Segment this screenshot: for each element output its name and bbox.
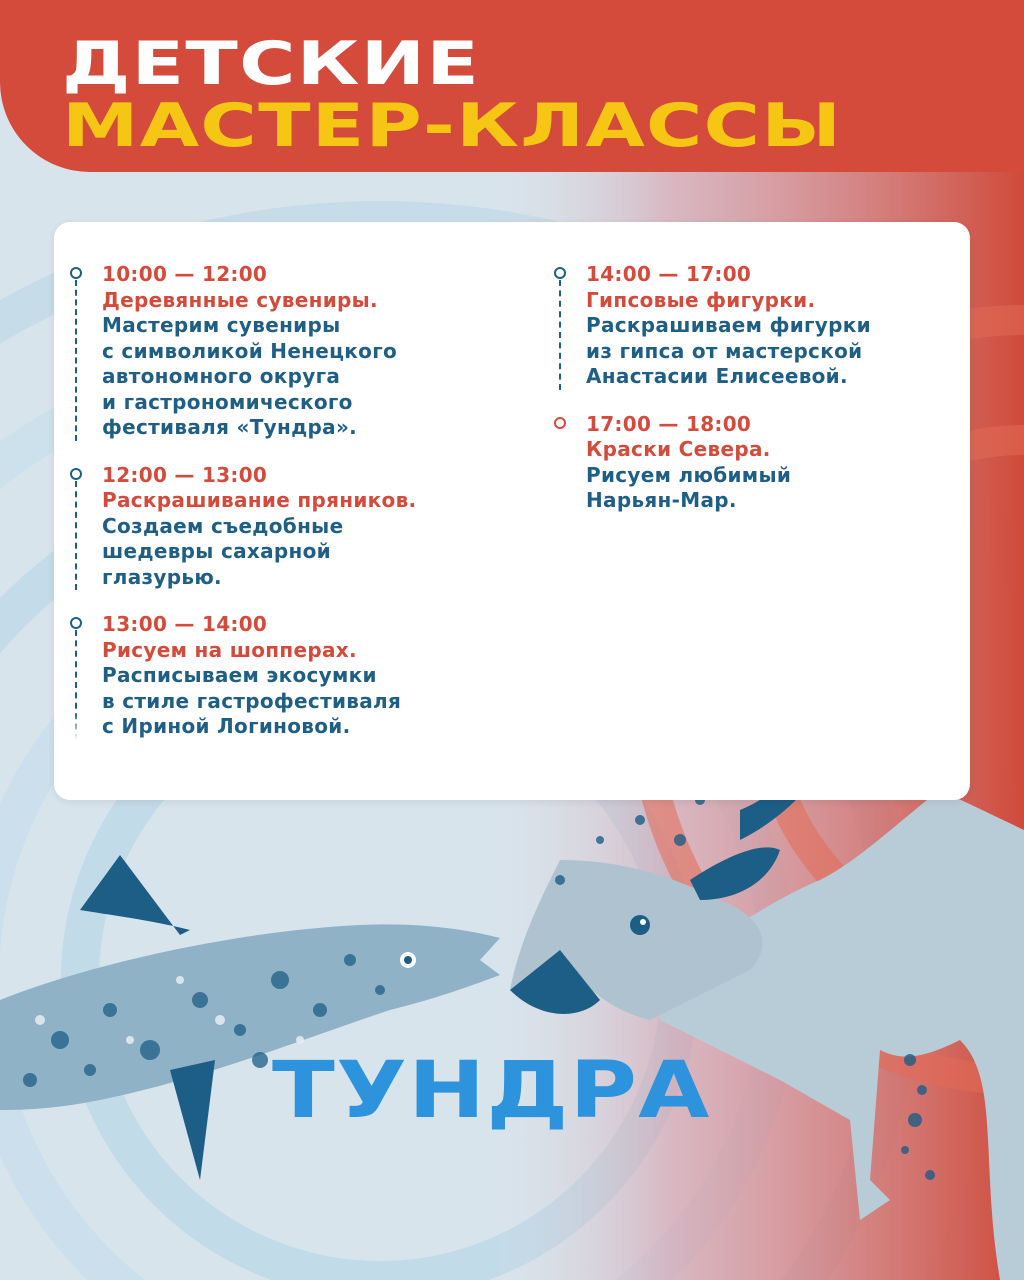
timeline-line — [75, 280, 77, 441]
schedule-time: 13:00 — 14:00 — [102, 612, 268, 636]
schedule-title: Краски Севера. — [586, 437, 771, 461]
timeline-dot-icon — [70, 267, 82, 279]
schedule-item — [68, 463, 488, 591]
schedule-column-left — [68, 262, 488, 762]
schedule-item — [68, 612, 488, 740]
schedule-title: Гипсовые фигурки. — [586, 287, 816, 312]
schedule-title: Раскрашивание пряников. — [102, 488, 417, 512]
timeline-dot-icon — [70, 468, 82, 480]
schedule-description: Мастерим сувениры с символикой Ненецкого автономного округа и гастрономического фестиваля «Тундра». — [102, 313, 397, 439]
schedule-description: Создаем съедобные шедевры сахарной глазурью. — [102, 513, 344, 589]
page-title-line2: МАСТЕР-КЛАССЫ — [62, 91, 843, 161]
schedule-description: Расписываем экосумки в стиле гастрофестиваля с Ириной Логиновой. — [102, 663, 402, 738]
timeline-dot-icon — [70, 617, 82, 629]
page-title-line1: ДЕТСКИЕ — [62, 29, 481, 99]
timeline-line — [559, 280, 561, 390]
timeline-line — [75, 630, 77, 740]
schedule-column-right — [552, 262, 952, 536]
schedule-description: Раскрашиваем фигурки из гипса от мастерской Анастасии Елисеевой. — [586, 313, 871, 388]
timeline-dot-icon — [554, 417, 566, 429]
schedule-item — [552, 262, 952, 390]
schedule-time: 14:00 — 17:00 — [586, 262, 752, 286]
schedule-time: 12:00 — 13:00 — [102, 462, 268, 487]
schedule-title: Деревянные сувениры. — [102, 287, 378, 312]
timeline-line — [75, 481, 77, 591]
timeline-dot-icon — [554, 267, 566, 279]
schedule-item — [552, 412, 952, 514]
schedule-title: Рисуем на шопперах. — [102, 637, 357, 662]
tundra-logo: ТУНДРА — [272, 1046, 711, 1136]
header-banner — [0, 0, 1024, 172]
schedule-item — [68, 262, 488, 441]
schedule-time: 10:00 — 12:00 — [102, 262, 268, 286]
schedule-description: Рисуем любимый Нарьян-Мар. — [586, 462, 792, 512]
schedule-time: 17:00 — 18:00 — [586, 411, 752, 436]
